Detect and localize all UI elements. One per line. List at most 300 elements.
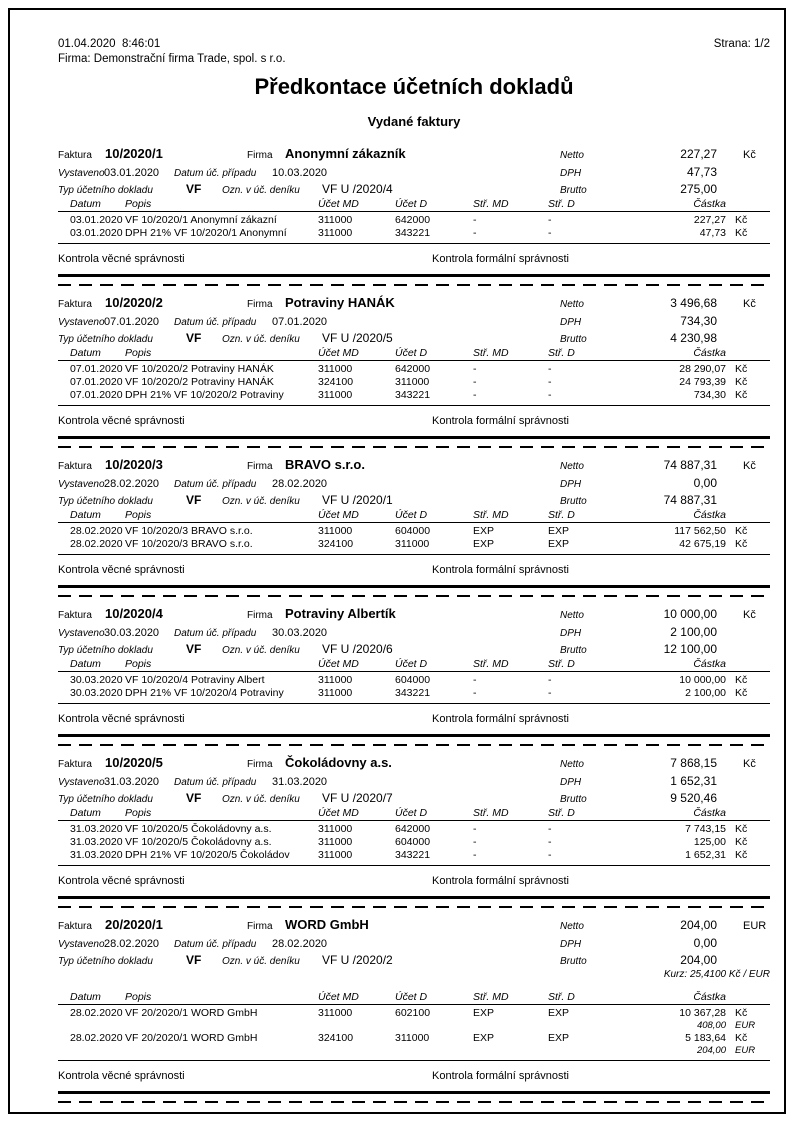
journal-mark-value: VF U /2020/5	[322, 331, 393, 345]
col-header-str-d: Stř. D	[548, 198, 575, 210]
invoice-meta-row-1	[58, 917, 770, 936]
col-header-str-d: Stř. D	[548, 658, 575, 670]
entry-amount-foreign: 204,00	[696, 1045, 726, 1056]
entry-row-main	[58, 823, 770, 836]
entry-currency: Kč	[735, 214, 748, 226]
netto-currency: EUR	[743, 920, 767, 932]
entry-account-md: 311000	[318, 227, 353, 239]
vystaveno-label: Vystaveno	[58, 939, 105, 950]
entry-date: 07.01.2020	[70, 363, 123, 375]
case-date: 31.03.2020	[272, 776, 328, 788]
entry-account-d: 311000	[395, 538, 430, 550]
netto-label: Netto	[560, 150, 584, 161]
col-header-datum: Datum	[70, 807, 101, 819]
entry-currency-foreign: EUR	[735, 1020, 756, 1031]
entry-account-d: 642000	[395, 214, 431, 226]
netto-label: Netto	[560, 921, 584, 932]
block-end-rule	[58, 274, 770, 277]
entry-amount: 125,00	[693, 836, 726, 848]
kontrola-line	[58, 244, 770, 274]
entry-center-md: EXP	[473, 1032, 495, 1044]
entry-description: VF 20/2020/1 WORD GmbH	[125, 1032, 258, 1044]
col-header-castka: Částka	[693, 991, 726, 1003]
entry-row-main	[58, 227, 770, 240]
entry-center-md: -	[473, 823, 477, 835]
entry-description: VF 10/2020/5 Čokoládovny a.s.	[125, 836, 272, 848]
invoice-meta-row-2	[58, 165, 770, 182]
entry-description: VF 10/2020/2 Potraviny HANÁK	[125, 376, 274, 388]
netto-value: 3 496,68	[670, 296, 717, 310]
netto-value: 74 887,31	[663, 458, 717, 472]
entry-currency: Kč	[735, 823, 748, 835]
print-datetime: 01.04.2020 8:46:01	[58, 38, 161, 50]
invoice-number: 10/2020/5	[105, 755, 163, 770]
col-header-popis: Popis	[125, 991, 152, 1003]
invoice-meta-row-2	[58, 774, 770, 791]
block-separator-dashed	[58, 284, 770, 286]
firma-label: Firma	[247, 150, 273, 161]
brutto-group	[560, 642, 770, 656]
entry-columns-header	[58, 657, 770, 671]
dph-group	[560, 936, 770, 950]
journal-mark-value: VF U /2020/4	[322, 182, 393, 196]
entry-amount: 10 367,28	[679, 1007, 726, 1019]
journal-mark-value: VF U /2020/1	[322, 493, 393, 507]
case-date: 30.03.2020	[272, 627, 328, 639]
entry-center-d: -	[548, 823, 552, 835]
entry-row-main	[58, 538, 770, 551]
entry-row	[58, 823, 770, 836]
col-header-castka: Částka	[693, 347, 726, 359]
invoice-block	[58, 917, 770, 1103]
faktura-label: Faktura	[58, 299, 92, 310]
col-header-ucet-d: Účet D	[395, 991, 428, 1003]
entry-account-d: 343221	[395, 227, 431, 239]
entry-center-md: EXP	[473, 525, 495, 537]
col-header-ucet-d: Účet D	[395, 347, 428, 359]
kontrola-vecna-label: Kontrola věcné správnosti	[58, 713, 185, 725]
issued-date: 28.02.2020	[104, 938, 160, 950]
invoice-block	[58, 295, 770, 448]
dph-label: DPH	[560, 317, 582, 328]
brutto-group	[560, 953, 770, 967]
entry-account-md: 311000	[318, 687, 353, 699]
entry-account-d: 343221	[395, 849, 431, 861]
entry-amount: 117 562,50	[674, 525, 726, 537]
netto-group	[560, 756, 770, 770]
entry-date: 30.03.2020	[70, 687, 123, 699]
brutto-group	[560, 331, 770, 345]
issued-date: 03.01.2020	[104, 167, 160, 179]
entry-center-d: EXP	[548, 1007, 570, 1019]
entry-account-md: 311000	[318, 823, 353, 835]
entry-currency: Kč	[735, 376, 748, 388]
entry-center-d: -	[548, 376, 552, 388]
vystaveno-label: Vystaveno	[58, 479, 105, 490]
entry-account-d: 604000	[395, 836, 431, 848]
col-header-popis: Popis	[125, 658, 152, 670]
brutto-value: 275,00	[680, 182, 717, 196]
entry-rows	[58, 671, 770, 704]
entry-currency: Kč	[735, 1032, 748, 1044]
entry-currency: Kč	[735, 849, 748, 861]
brutto-group	[560, 791, 770, 805]
vystaveno-label: Vystaveno	[58, 628, 105, 639]
entry-date: 28.02.2020	[70, 525, 123, 537]
journal-mark-label: Ozn. v úč. deníku	[222, 185, 300, 196]
journal-mark-value: VF U /2020/6	[322, 642, 393, 656]
entry-account-d: 602100	[395, 1007, 431, 1019]
netto-value: 227,27	[680, 147, 717, 161]
firm-name: WORD GmbH	[285, 917, 369, 932]
entry-description: VF 10/2020/3 BRAVO s.r.o.	[125, 538, 253, 550]
dph-group	[560, 314, 770, 328]
entry-amount: 7 743,15	[685, 823, 726, 835]
journal-mark-value: VF U /2020/2	[322, 953, 393, 967]
col-header-popis: Popis	[125, 347, 152, 359]
firm-name: BRAVO s.r.o.	[285, 457, 365, 472]
vystaveno-label: Vystaveno	[58, 777, 105, 788]
case-date-label: Datum úč. případu	[174, 317, 257, 328]
kontrola-formalni-label: Kontrola formální správnosti	[432, 415, 569, 427]
doc-type-label: Typ účetního dokladu	[58, 794, 153, 805]
entry-center-d: -	[548, 389, 552, 401]
netto-currency: Kč	[743, 758, 756, 770]
netto-label: Netto	[560, 461, 584, 472]
entry-account-d: 343221	[395, 687, 431, 699]
kontrola-line	[58, 555, 770, 585]
invoice-meta-row-3	[58, 953, 770, 968]
netto-label: Netto	[560, 610, 584, 621]
col-header-str-d: Stř. D	[548, 509, 575, 521]
entry-center-md: -	[473, 227, 477, 239]
brutto-value: 74 887,31	[663, 493, 717, 507]
entry-row	[58, 1007, 770, 1032]
brutto-label: Brutto	[560, 794, 587, 805]
entry-center-md: -	[473, 674, 477, 686]
entry-row-main	[58, 849, 770, 862]
company-line: Firma: Demonstrační firma Trade, spol. s r.o.	[58, 53, 286, 65]
kontrola-line	[58, 866, 770, 896]
entry-description: DPH 21% VF 10/2020/2 Potraviny	[125, 389, 284, 401]
entry-description: VF 10/2020/4 Potraviny Albert	[125, 674, 265, 686]
brutto-label: Brutto	[560, 496, 587, 507]
invoice-meta-row-1	[58, 295, 770, 314]
dph-value: 734,30	[680, 314, 717, 328]
invoice-meta-row-1	[58, 146, 770, 165]
entry-columns-header	[58, 806, 770, 820]
entry-center-d: -	[548, 214, 552, 226]
netto-label: Netto	[560, 299, 584, 310]
entry-currency: Kč	[735, 687, 748, 699]
invoice-meta-row-1	[58, 606, 770, 625]
entry-currency: Kč	[735, 1007, 748, 1019]
entry-account-d: 343221	[395, 389, 431, 401]
invoice-meta-row-3	[58, 331, 770, 346]
netto-currency: Kč	[743, 298, 756, 310]
kontrola-vecna-label: Kontrola věcné správnosti	[58, 253, 185, 265]
entry-currency: Kč	[735, 363, 748, 375]
entry-account-md: 311000	[318, 849, 353, 861]
entry-date: 31.03.2020	[70, 836, 123, 848]
entry-amount: 42 675,19	[679, 538, 726, 550]
entry-row	[58, 674, 770, 687]
case-date-label: Datum úč. případu	[174, 777, 257, 788]
entry-columns-header	[58, 508, 770, 522]
invoice-meta-row-1	[58, 755, 770, 774]
journal-mark-label: Ozn. v úč. deníku	[222, 496, 300, 507]
col-header-castka: Částka	[693, 807, 726, 819]
entry-account-d: 642000	[395, 363, 431, 375]
entry-account-md: 311000	[318, 214, 353, 226]
entry-date: 30.03.2020	[70, 674, 123, 686]
entry-row	[58, 376, 770, 389]
kontrola-line	[58, 704, 770, 734]
entry-row-main	[58, 376, 770, 389]
entry-account-md: 324100	[318, 538, 354, 550]
case-date: 07.01.2020	[272, 316, 328, 328]
netto-currency: Kč	[743, 460, 756, 472]
issued-date: 31.03.2020	[104, 776, 160, 788]
entry-rows	[58, 1004, 770, 1061]
brutto-label: Brutto	[560, 185, 587, 196]
entry-rows	[58, 360, 770, 406]
block-separator-dashed	[58, 744, 770, 746]
doc-type-value: VF	[186, 642, 202, 656]
invoice-list	[58, 146, 770, 1103]
entry-description: VF 20/2020/1 WORD GmbH	[125, 1007, 258, 1019]
entry-description: VF 10/2020/2 Potraviny HANÁK	[125, 363, 274, 375]
netto-group	[560, 147, 770, 161]
entry-amount: 10 000,00	[679, 674, 726, 686]
col-header-str-md: Stř. MD	[473, 991, 509, 1003]
entry-row-foreign-amount	[58, 1020, 770, 1032]
issued-date: 28.02.2020	[104, 478, 160, 490]
entry-currency: Kč	[735, 227, 748, 239]
entry-date: 03.01.2020	[70, 214, 123, 226]
entry-center-md: -	[473, 363, 477, 375]
dph-label: DPH	[560, 628, 582, 639]
kontrola-formalni-label: Kontrola formální správnosti	[432, 253, 569, 265]
col-header-str-md: Stř. MD	[473, 658, 509, 670]
invoice-number: 10/2020/4	[105, 606, 163, 621]
dph-value: 0,00	[693, 936, 717, 950]
doc-type-value: VF	[186, 493, 202, 507]
issued-date: 30.03.2020	[104, 627, 160, 639]
invoice-meta-row-3	[58, 791, 770, 806]
entry-date: 31.03.2020	[70, 823, 123, 835]
report-title: Předkontace účetních dokladů	[254, 74, 574, 99]
entry-date: 28.02.2020	[70, 1007, 123, 1019]
col-header-ucet-d: Účet D	[395, 509, 428, 521]
entry-row-main	[58, 363, 770, 376]
entry-account-md: 311000	[318, 389, 353, 401]
netto-group	[560, 458, 770, 472]
journal-mark-value: VF U /2020/7	[322, 791, 393, 805]
brutto-label: Brutto	[560, 334, 587, 345]
entry-row	[58, 538, 770, 551]
entry-description: DPH 21% VF 10/2020/1 Anonymní	[125, 227, 287, 239]
page-number: Strana: 1/2	[713, 38, 770, 50]
report-header-line	[58, 38, 770, 50]
dph-value: 2 100,00	[670, 625, 717, 639]
entry-amount: 28 290,07	[679, 363, 726, 375]
entry-date: 28.02.2020	[70, 538, 123, 550]
entry-account-md: 311000	[318, 363, 353, 375]
entry-account-md: 311000	[318, 674, 353, 686]
entry-center-d: EXP	[548, 1032, 570, 1044]
firma-label: Firma	[247, 461, 273, 472]
entry-amount: 24 793,39	[679, 376, 726, 388]
col-header-ucet-md: Účet MD	[318, 347, 359, 359]
entry-center-md: EXP	[473, 538, 495, 550]
netto-label: Netto	[560, 759, 584, 770]
kontrola-formalni-label: Kontrola formální správnosti	[432, 1070, 569, 1082]
col-header-str-d: Stř. D	[548, 347, 575, 359]
dph-group	[560, 625, 770, 639]
kontrola-formalni-label: Kontrola formální správnosti	[432, 875, 569, 887]
faktura-label: Faktura	[58, 759, 92, 770]
entry-amount: 5 183,64	[685, 1032, 726, 1044]
entry-columns-header	[58, 990, 770, 1004]
entry-amount: 227,27	[693, 214, 726, 226]
dph-label: DPH	[560, 168, 582, 179]
firm-name: Čokoládovny a.s.	[285, 755, 392, 770]
vystaveno-label: Vystaveno	[58, 317, 105, 328]
entry-row-main	[58, 836, 770, 849]
entry-description: VF 10/2020/1 Anonymní zákazní	[125, 214, 277, 226]
block-separator-dashed	[58, 595, 770, 597]
entry-account-d: 642000	[395, 823, 431, 835]
col-header-str-md: Stř. MD	[473, 509, 509, 521]
kontrola-formalni-label: Kontrola formální správnosti	[432, 564, 569, 576]
dph-group	[560, 476, 770, 490]
doc-type-value: VF	[186, 182, 202, 196]
entry-row	[58, 214, 770, 227]
entry-row	[58, 849, 770, 862]
entry-center-d: -	[548, 363, 552, 375]
entry-row-main	[58, 525, 770, 538]
invoice-block	[58, 755, 770, 908]
firma-label: Firma	[247, 921, 273, 932]
block-end-rule	[58, 585, 770, 588]
brutto-label: Brutto	[560, 645, 587, 656]
entry-columns-header	[58, 197, 770, 211]
col-header-ucet-md: Účet MD	[318, 658, 359, 670]
kontrola-vecna-label: Kontrola věcné správnosti	[58, 415, 185, 427]
kontrola-line	[58, 406, 770, 436]
entry-account-d: 604000	[395, 525, 431, 537]
entry-amount: 47,73	[699, 227, 726, 239]
entry-currency: Kč	[735, 674, 748, 686]
entry-amount-foreign: 408,00	[696, 1020, 726, 1031]
entry-center-d: -	[548, 836, 552, 848]
col-header-str-md: Stř. MD	[473, 347, 509, 359]
entry-account-md: 311000	[318, 525, 353, 537]
report-content	[58, 38, 770, 1112]
invoice-number: 10/2020/3	[105, 457, 163, 472]
entry-date: 28.02.2020	[70, 1032, 123, 1044]
col-header-castka: Částka	[693, 658, 726, 670]
netto-value: 7 868,15	[670, 756, 717, 770]
journal-mark-label: Ozn. v úč. deníku	[222, 334, 300, 345]
doc-type-label: Typ účetního dokladu	[58, 185, 153, 196]
block-end-rule	[58, 436, 770, 439]
netto-currency: Kč	[743, 609, 756, 621]
firm-name: Potraviny Albertík	[285, 606, 396, 621]
entry-center-md: -	[473, 687, 477, 699]
invoice-number: 10/2020/2	[105, 295, 163, 310]
entry-date: 07.01.2020	[70, 389, 123, 401]
block-separator-dashed	[58, 906, 770, 908]
case-date: 28.02.2020	[272, 478, 328, 490]
entry-row-main	[58, 674, 770, 687]
col-header-popis: Popis	[125, 509, 152, 521]
entry-row	[58, 687, 770, 700]
entry-account-md: 311000	[318, 1007, 353, 1019]
entry-description: DPH 21% VF 10/2020/4 Potraviny	[125, 687, 284, 699]
entry-center-d: -	[548, 227, 552, 239]
faktura-label: Faktura	[58, 150, 92, 161]
entry-center-d: -	[548, 687, 552, 699]
entry-description: VF 10/2020/5 Čokoládovny a.s.	[125, 823, 272, 835]
invoice-meta-row-1	[58, 457, 770, 476]
entry-currency: Kč	[735, 525, 748, 537]
entry-date: 07.01.2020	[70, 376, 123, 388]
entry-account-md: 311000	[318, 836, 353, 848]
col-header-str-md: Stř. MD	[473, 198, 509, 210]
block-end-rule	[58, 734, 770, 737]
col-header-ucet-d: Účet D	[395, 658, 428, 670]
entry-currency: Kč	[735, 389, 748, 401]
entry-description: VF 10/2020/3 BRAVO s.r.o.	[125, 525, 253, 537]
entry-center-d: EXP	[548, 538, 570, 550]
invoice-meta-row-2	[58, 314, 770, 331]
kontrola-vecna-label: Kontrola věcné správnosti	[58, 1070, 185, 1082]
dph-label: DPH	[560, 939, 582, 950]
kontrola-vecna-label: Kontrola věcné správnosti	[58, 564, 185, 576]
invoice-block	[58, 146, 770, 286]
entry-center-md: EXP	[473, 1007, 495, 1019]
kontrola-formalni-label: Kontrola formální správnosti	[432, 713, 569, 725]
entry-row-foreign-amount	[58, 1045, 770, 1057]
netto-value: 204,00	[680, 918, 717, 932]
case-date: 28.02.2020	[272, 938, 328, 950]
col-header-ucet-d: Účet D	[395, 807, 428, 819]
block-separator-dashed	[58, 446, 770, 448]
faktura-label: Faktura	[58, 610, 92, 621]
entry-amount: 2 100,00	[685, 687, 726, 699]
col-header-datum: Datum	[70, 198, 101, 210]
entry-center-d: -	[548, 674, 552, 686]
block-separator-dashed	[58, 1101, 770, 1103]
dph-value: 0,00	[693, 476, 717, 490]
invoice-meta-row-2	[58, 476, 770, 493]
entry-account-md: 324100	[318, 376, 354, 388]
col-header-popis: Popis	[125, 198, 152, 210]
firma-label: Firma	[247, 610, 273, 621]
netto-value: 10 000,00	[663, 607, 717, 621]
doc-type-label: Typ účetního dokladu	[58, 645, 153, 656]
col-header-ucet-md: Účet MD	[318, 991, 359, 1003]
entry-rows	[58, 522, 770, 555]
block-end-rule	[58, 1091, 770, 1094]
entry-row-main	[58, 1007, 770, 1020]
entry-row-main	[58, 389, 770, 402]
netto-group	[560, 296, 770, 310]
col-header-ucet-md: Účet MD	[318, 198, 359, 210]
entry-center-md: -	[473, 849, 477, 861]
